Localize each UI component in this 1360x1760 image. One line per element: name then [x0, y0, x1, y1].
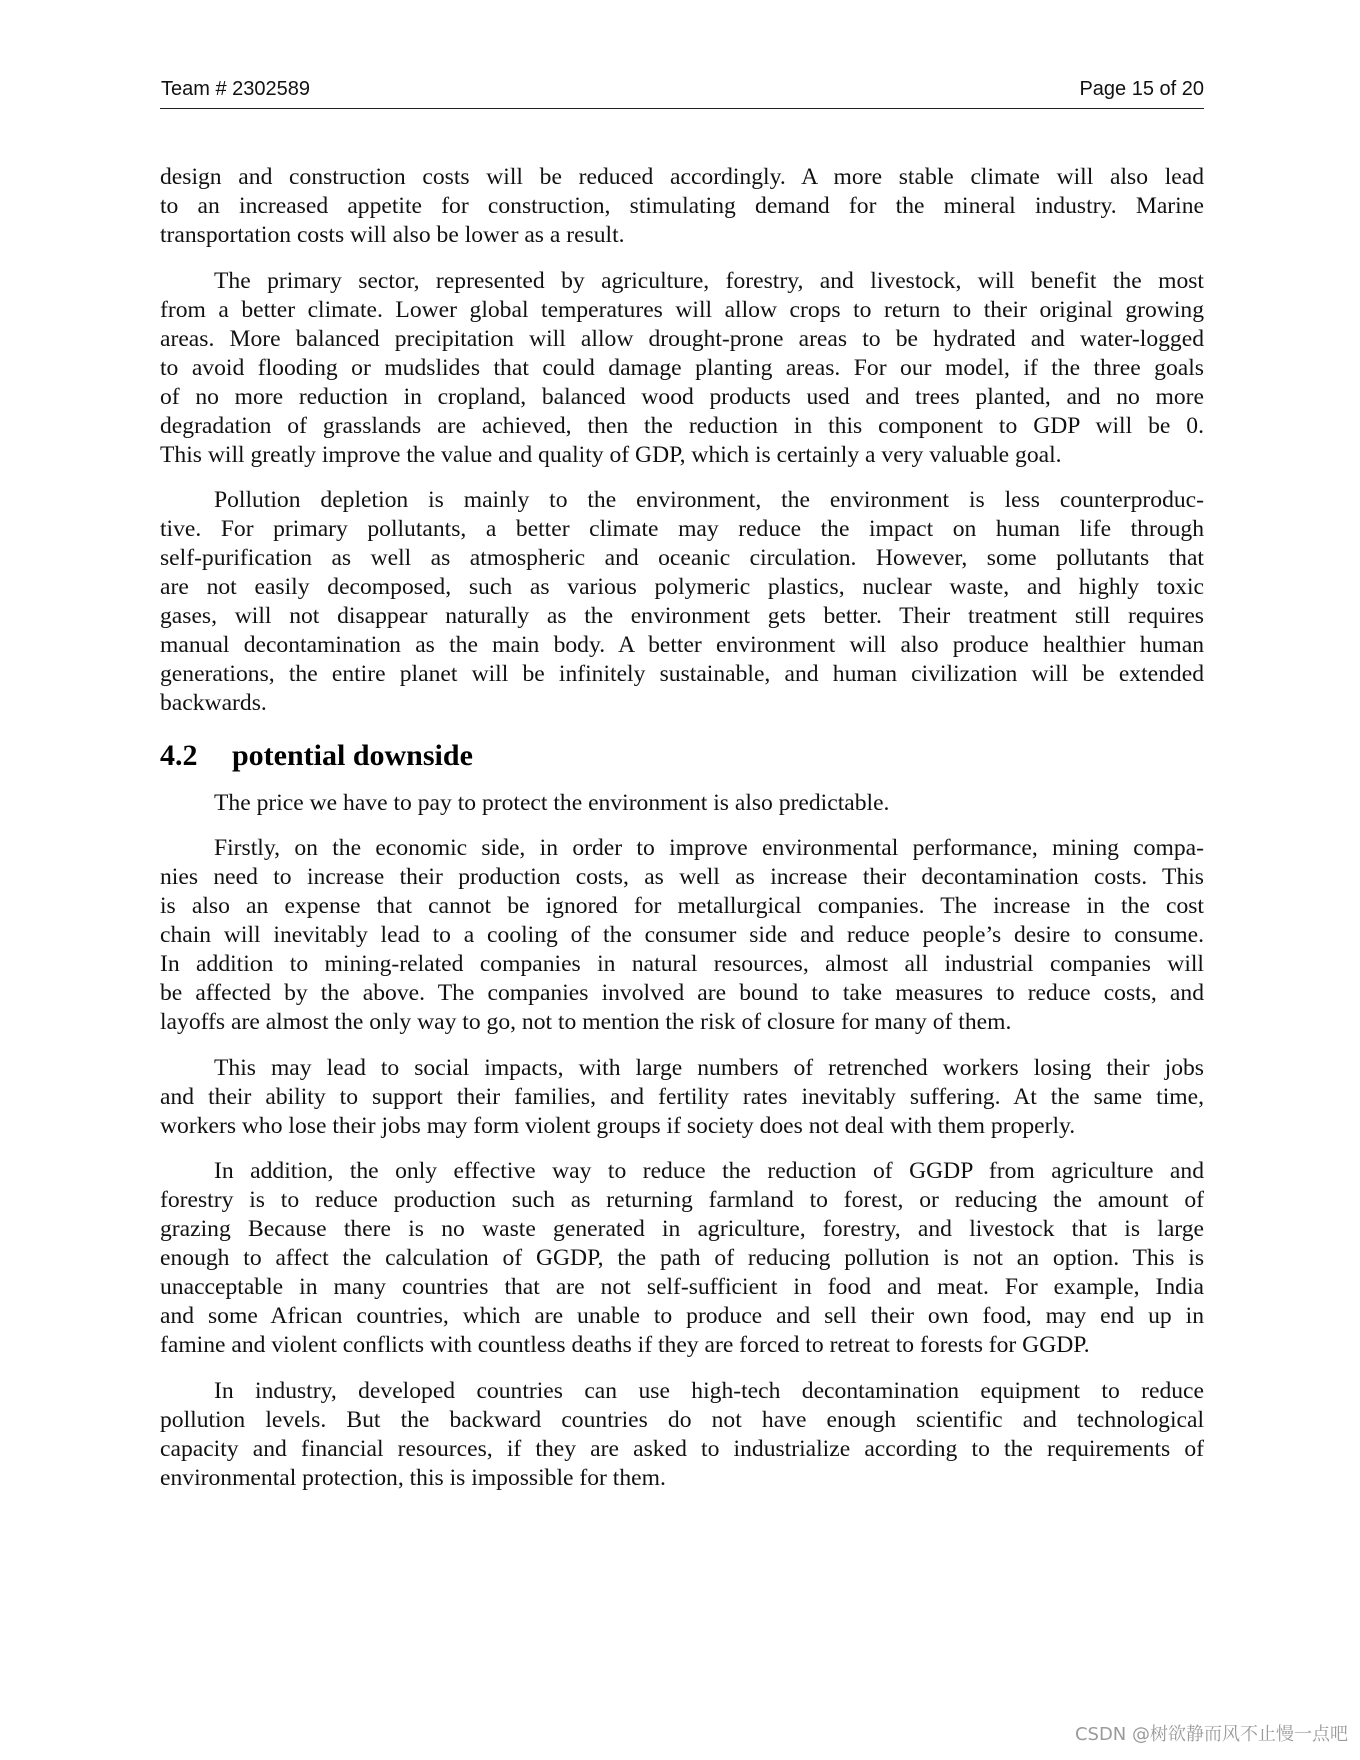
- paragraph: [160, 1377, 1204, 1493]
- text-line: This will greatly improve the value and quality of GDP, which is certainly a very valuable goal.: [160, 441, 1062, 468]
- text-line: forestry is to reduce production such as returning farmland to forest, or reducing the amount of: [160, 1187, 1204, 1213]
- section-number: 4.2: [160, 738, 198, 772]
- paragraph: [160, 1054, 1204, 1141]
- text-line: Firstly, on the economic side, in order to improve environmental performance, mining compa-: [214, 835, 1204, 861]
- text-line: The primary sector, represented by agriculture, forestry, and livestock, will benefit the most: [214, 267, 1204, 294]
- text-line: capacity and financial resources, if they are asked to industrialize according to the requirements of: [160, 1435, 1204, 1462]
- text-line: and some African countries, which are unable to produce and sell their own food, may end up in: [160, 1303, 1204, 1329]
- text-line: transportation costs will also be lower as a result.: [160, 222, 625, 248]
- text-line: famine and violent conflicts with countless deaths if they are forced to retreat to forests for GGDP.: [160, 1332, 1090, 1358]
- text-line: is also an expense that cannot be ignored for metallurgical companies. The increase in the cost: [160, 893, 1204, 919]
- paragraph: [160, 267, 1204, 470]
- text-line: In addition, the only effective way to reduce the reduction of GGDP from agriculture and: [214, 1158, 1204, 1184]
- text-line: to avoid flooding or mudslides that could damage planting areas. For our model, if the three goals: [160, 354, 1204, 381]
- text-line: are not easily decomposed, such as various polymeric plastics, nuclear waste, and highly toxic: [160, 574, 1204, 600]
- watermark: CSDN @树欲静而风不止慢一点吧: [1074, 1724, 1348, 1745]
- text-line: and their ability to support their families, and fertility rates inevitably suffering. At the same time,: [160, 1083, 1204, 1110]
- text-line: from a better climate. Lower global temperatures will allow crops to return to their original growing: [160, 296, 1204, 323]
- text-line: pollution levels. But the backward countries do not have enough scientific and technological: [160, 1406, 1204, 1433]
- text-line: generations, the entire planet will be infinitely sustainable, and human civilization will be extended: [160, 661, 1204, 687]
- text-line: layoffs are almost the only way to go, not to mention the risk of closure for many of them.: [160, 1009, 1012, 1035]
- text-line: unacceptable in many countries that are not self-sufficient in food and meat. For example, India: [160, 1274, 1204, 1300]
- text-line: environmental protection, this is impossible for them.: [160, 1464, 666, 1491]
- text-line: chain will inevitably lead to a cooling of the consumer side and reduce people’s desire to consume.: [160, 922, 1204, 948]
- text-line: areas. More balanced precipitation will allow drought-prone areas to be hydrated and water-logged: [160, 325, 1204, 352]
- text-line: gases, will not disappear naturally as the environment gets better. Their treatment still requires: [160, 603, 1204, 629]
- text-line: manual decontamination as the main body. A better environment will also produce healthier human: [160, 632, 1204, 658]
- team-number: Team # 2302589: [161, 78, 311, 100]
- paragraph: [160, 789, 1204, 818]
- text-line: grazing Because there is no waste generated in agriculture, forestry, and livestock that is large: [160, 1216, 1204, 1242]
- text-line: self-purification as well as atmospheric and oceanic circulation. However, some pollutants that: [160, 545, 1204, 571]
- text-line: The price we have to pay to protect the environment is also predictable.: [214, 789, 890, 816]
- paragraph: [160, 486, 1204, 718]
- text-line: backwards.: [160, 690, 267, 716]
- section-title: potential downside: [232, 738, 473, 772]
- paragraph: [160, 834, 1204, 1037]
- text-line: be affected by the above. The companies involved are bound to take measures to reduce costs, and: [160, 980, 1204, 1006]
- text-line: In industry, developed countries can use high-tech decontamination equipment to reduce: [214, 1377, 1204, 1404]
- text-line: This may lead to social impacts, with large numbers of retrenched workers losing their jobs: [214, 1054, 1204, 1081]
- text-line: to an increased appetite for construction, stimulating demand for the mineral industry. Marine: [160, 193, 1204, 219]
- text-line: Pollution depletion is mainly to the environment, the environment is less counterproduc-: [214, 487, 1204, 513]
- text-line: workers who lose their jobs may form violent groups if society does not deal with them properly.: [160, 1112, 1076, 1139]
- section-heading: [160, 735, 1204, 777]
- paragraph: [160, 163, 1204, 250]
- text-line: enough to affect the calculation of GGDP, the path of reducing pollution is not an option. This is: [160, 1245, 1204, 1271]
- text-line: of no more reduction in cropland, balanced wood products used and trees planted, and no more: [160, 383, 1204, 410]
- section-paragraphs: [160, 789, 1204, 1493]
- paragraph: [160, 1157, 1204, 1360]
- text-line: nies need to increase their production costs, as well as increase their decontamination costs. This: [160, 864, 1204, 890]
- page-number: Page 15 of 20: [1079, 78, 1204, 100]
- text-line: tive. For primary pollutants, a better climate may reduce the impact on human life through: [160, 516, 1204, 542]
- text-line: In addition to mining-related companies in natural resources, almost all industrial companies will: [160, 951, 1204, 977]
- intro-paragraphs: [160, 163, 1204, 718]
- page-body: [160, 163, 1204, 1509]
- page-header: [160, 78, 1204, 109]
- text-line: degradation of grasslands are achieved, then the reduction in this component to GDP will be 0.: [160, 412, 1204, 439]
- text-line: design and construction costs will be reduced accordingly. A more stable climate will also lead: [160, 164, 1204, 190]
